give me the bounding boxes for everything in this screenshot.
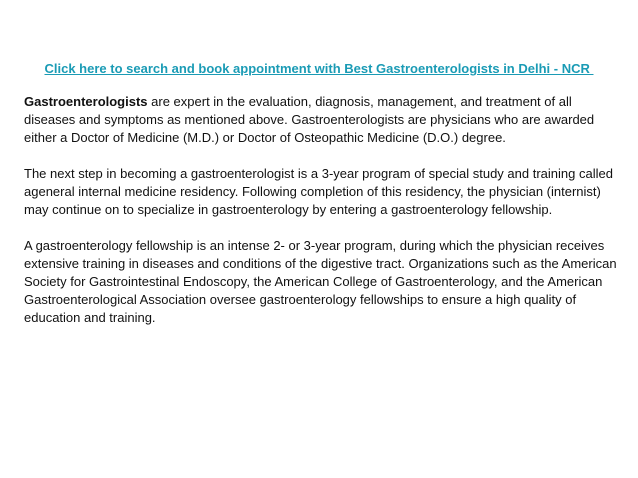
paragraph-intro [24,93,620,147]
appointment-search-link[interactable]: Click here to search and book appointment with Best Gastroenterologists in Delhi - NCR [44,61,594,76]
paragraph-fellowship: A gastroenterology fellowship is an intense 2- or 3-year program, during which the physician receives extensive training in diseases and conditions of the digestive tract. Organizations such as the American Society for Gastrointestinal Endoscopy, the American College of Gastroenterology, and the American Gastroenterological Association oversee gastroenterology fellowships to ensure a high quality of education and training. [24,238,617,325]
appointment-link-line [0,60,638,78]
paragraph-residency: The next step in becoming a gastroenterologist is a 3-year program of special study and training called ageneral internal medicine residency. Following completion of this residency, the physician (internist) may continue on to specialize in gastroenterology by entering a gastroenterology fellowship. [24,166,613,217]
term-gastroenterologists: Gastroenterologists [24,94,148,109]
document-body [24,93,620,345]
paragraph-intro-text: are expert in the evaluation, diagnosis, management, and treatment of all diseases and symptoms as mentioned above. Gastroenterologists are physicians who are awarded either a Doctor of Medicine (M.D.) or Doctor of Osteopathic Medicine (D.O.) degree. [24,94,595,145]
